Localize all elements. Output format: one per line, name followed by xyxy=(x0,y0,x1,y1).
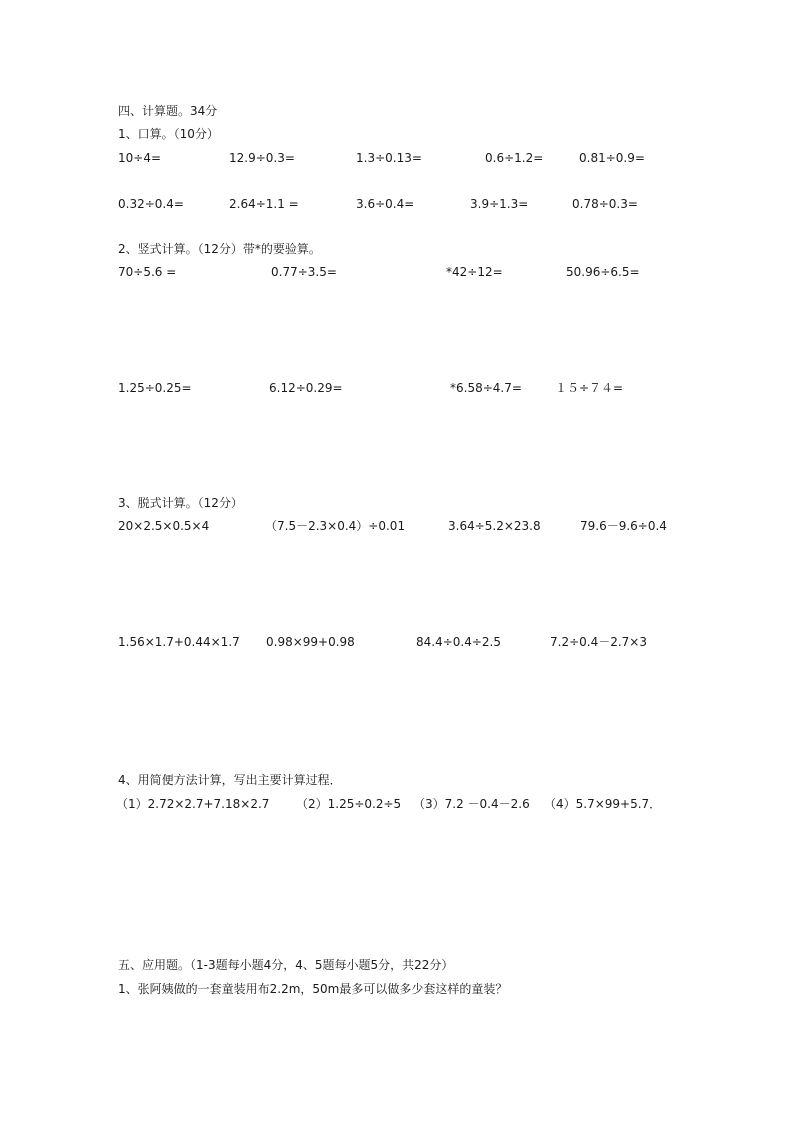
oral-calc-item: 2.64÷1.1 = xyxy=(229,197,299,211)
simplify-calc-item: （1）2.72×2.7+7.18×2.7 xyxy=(116,797,270,811)
oral-calc-item: 0.32÷0.4= xyxy=(118,197,184,211)
vertical-calc-item: 1.25÷0.25= xyxy=(118,381,192,395)
oral-calc-item: 0.78÷0.3= xyxy=(572,197,638,211)
part-2-title: 2、竖式计算。（12分）带*的要验算。 xyxy=(118,242,321,256)
step-calc-item: 20×2.5×0.5×4 xyxy=(118,519,210,533)
step-calc-item: 7.2÷0.4－2.7×3 xyxy=(550,635,647,649)
vertical-calc-item: １５÷７４= xyxy=(555,381,624,395)
oral-calc-item: 3.6÷0.4= xyxy=(356,197,415,211)
oral-calc-item: 12.9÷0.3= xyxy=(229,151,295,165)
vertical-calc-item: 70÷5.6 = xyxy=(118,265,177,279)
step-calc-item: （7.5－2.3×0.4）÷0.01 xyxy=(265,519,406,533)
section-4-title: 四、计算题。34分 xyxy=(118,104,218,118)
oral-calc-item: 10÷4= xyxy=(118,151,162,165)
simplify-calc-item: （2）1.25÷0.2÷5 xyxy=(296,797,402,811)
oral-calc-item: 0.81÷0.9= xyxy=(579,151,645,165)
oral-calc-item: 0.6÷1.2= xyxy=(485,151,544,165)
section-5-title: 五、应用题。（1-3题每小题4分，4、5题每小题5分，共22分） xyxy=(118,958,454,972)
step-calc-item: 0.98×99+0.98 xyxy=(266,635,355,649)
part-3-title: 3、脱式计算。（12分） xyxy=(118,496,243,510)
simplify-calc-item: （3）7.2 －0.4－2.6 xyxy=(413,797,530,811)
step-calc-item: 3.64÷5.2×23.8 xyxy=(448,519,541,533)
vertical-calc-item: 0.77÷3.5= xyxy=(271,265,337,279)
word-problem-1: 1、张阿姨做的一套童装用布2.2m，50m最多可以做多少套这样的童装？ xyxy=(118,982,508,996)
vertical-calc-item: *42÷12= xyxy=(446,265,503,279)
step-calc-item: 84.4÷0.4÷2.5 xyxy=(416,635,501,649)
part-1-title: 1、口算。（10分） xyxy=(118,127,219,141)
vertical-calc-item: 50.96÷6.5= xyxy=(566,265,640,279)
step-calc-item: 1.56×1.7+0.44×1.7 xyxy=(118,635,240,649)
oral-calc-item: 3.9÷1.3= xyxy=(470,197,529,211)
simplify-calc-item: （4）5.7×99+5.7． xyxy=(544,797,662,811)
oral-calc-item: 1.3÷0.13= xyxy=(356,151,422,165)
vertical-calc-item: 6.12÷0.29= xyxy=(269,381,343,395)
step-calc-item: 79.6－9.6÷0.4 xyxy=(580,519,667,533)
vertical-calc-item: *6.58÷4.7= xyxy=(450,381,522,395)
part-4-title: 4、用简便方法计算，写出主要计算过程． xyxy=(118,773,342,787)
